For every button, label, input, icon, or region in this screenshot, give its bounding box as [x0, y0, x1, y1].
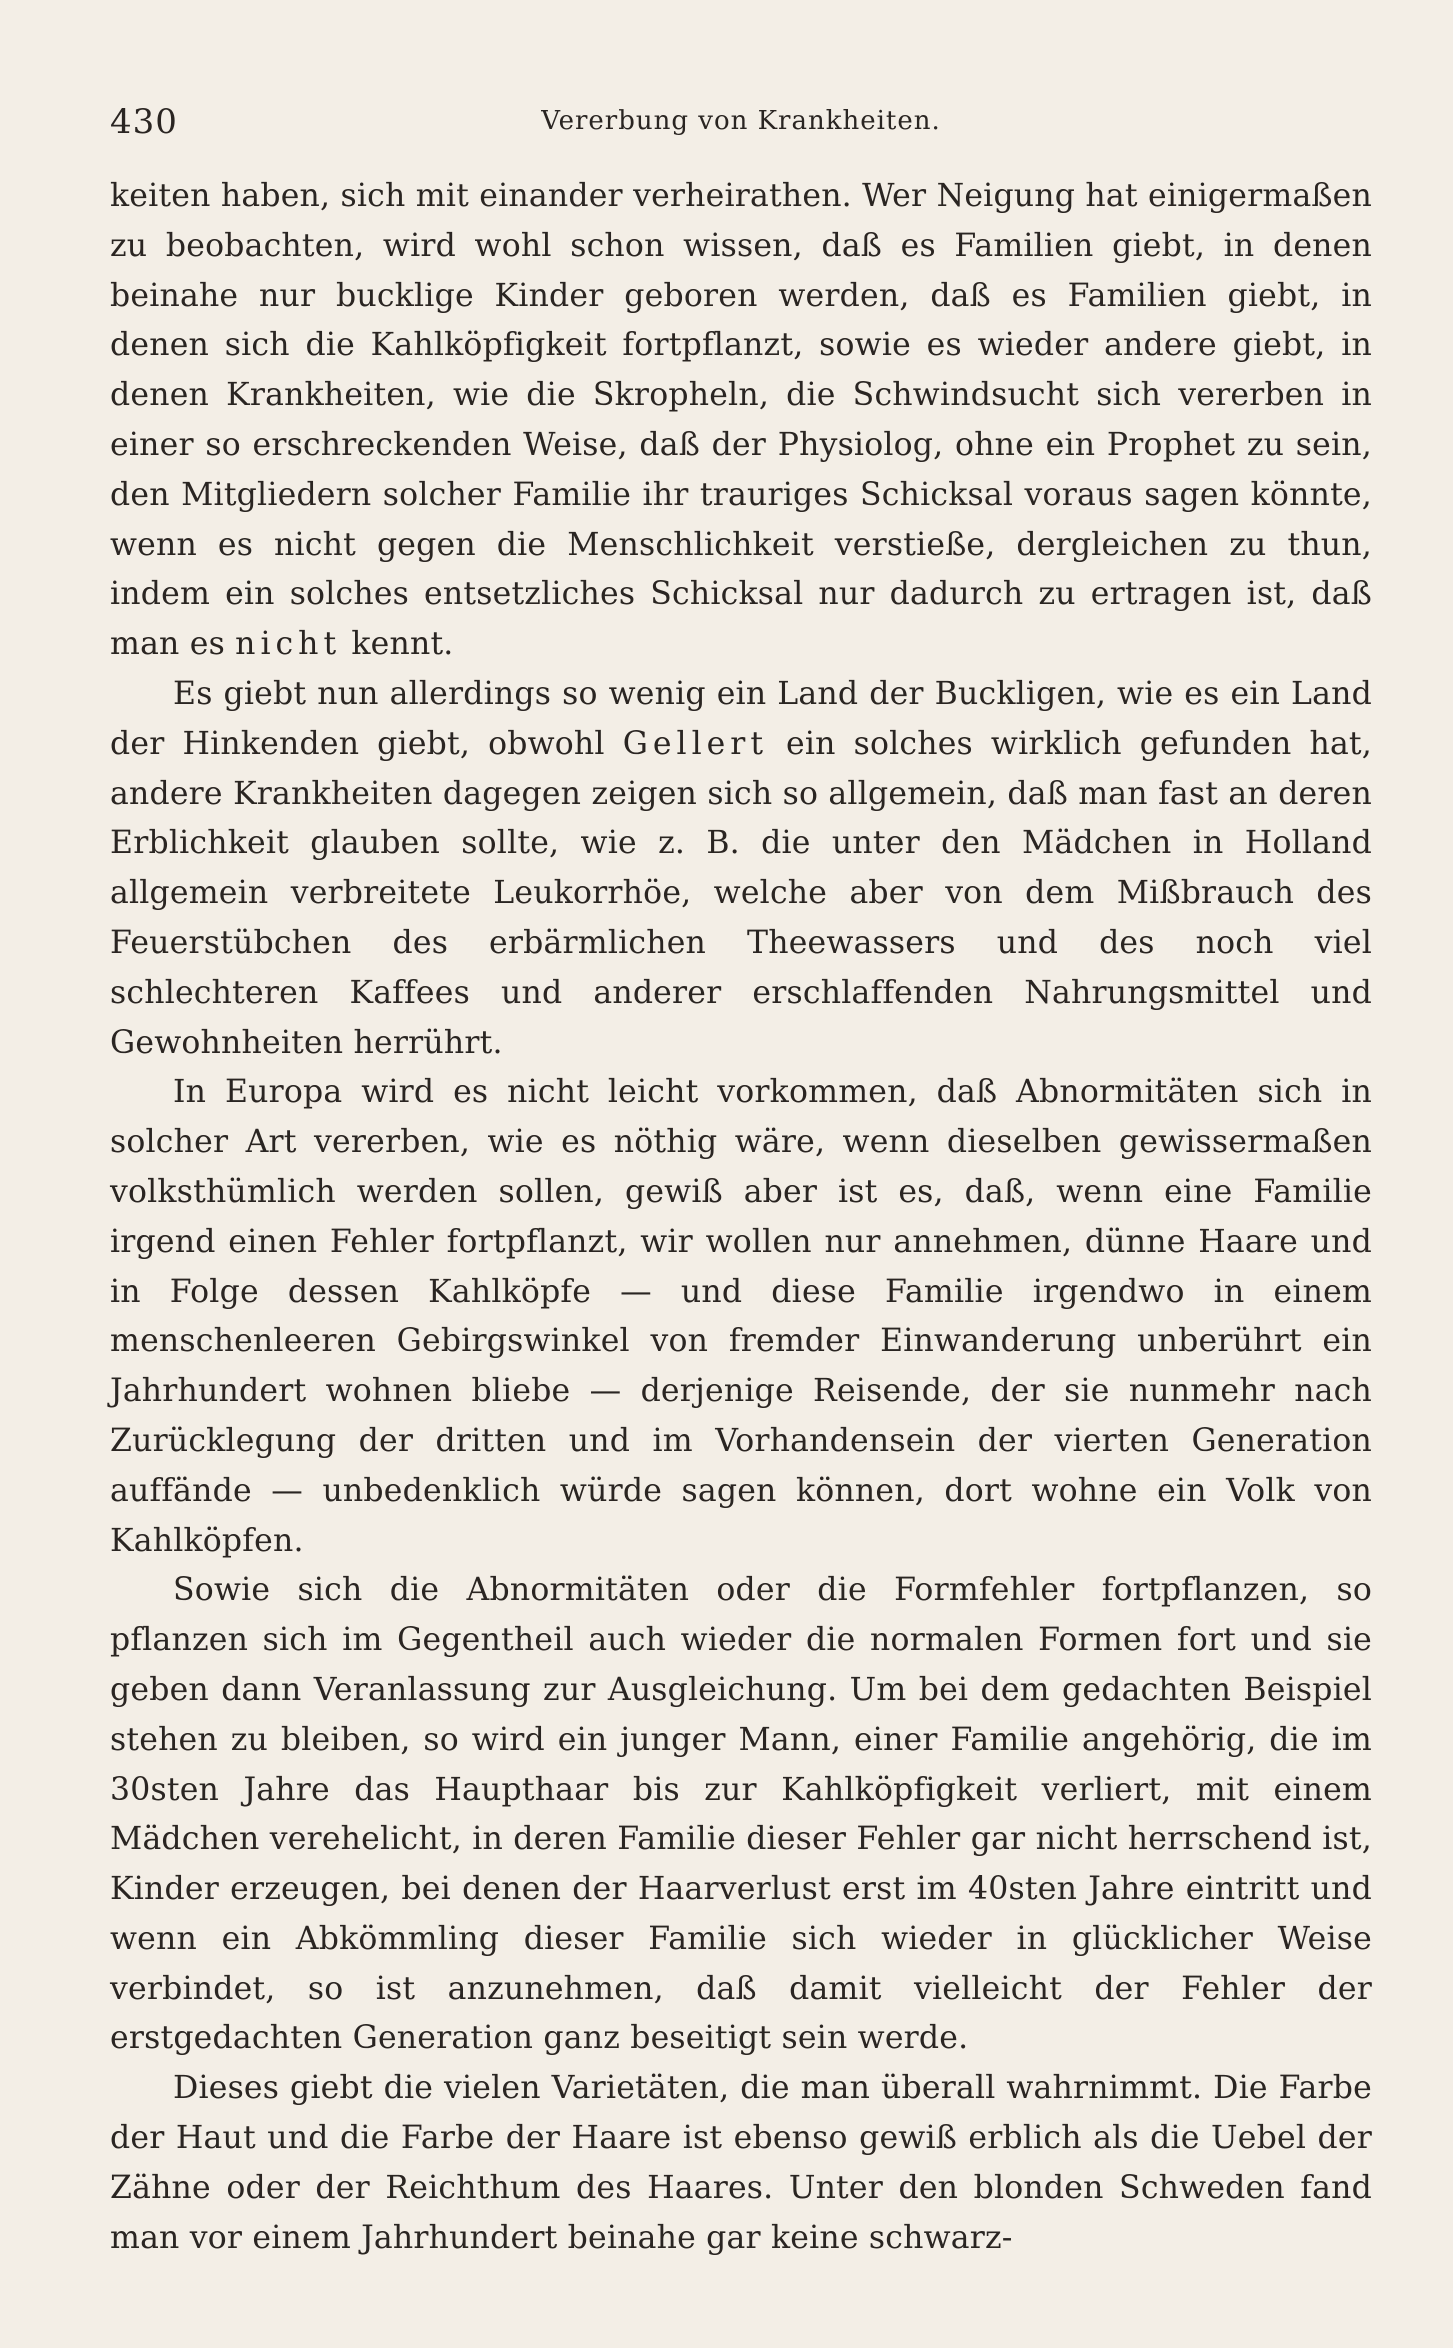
emphasis-spaced-name: Gellert	[622, 725, 768, 762]
text-run: Es giebt nun allerdings so wenig ein Land der Buckligen, wie es ein Land der Hinkenden giebt, obwohl	[110, 675, 1372, 762]
text-run: kennt.	[341, 626, 454, 663]
body-text	[110, 172, 1372, 2263]
paragraph-3	[110, 1068, 1372, 1566]
running-head	[110, 92, 1372, 152]
book-page	[110, 92, 1372, 2263]
text-run: Sowie sich die Abnormitäten oder die Formfehler fortpflanzen, so pflanzen sich im Gegentheil auch wieder die normalen Formen fort und sie geben dann Veranlassung zur Ausgleichung. Um bei dem gedachten Beispiel stehen zu bleiben, so wird ein junger Mann, einer Familie angehörig, die im 30sten Jahre das Haupthaar bis zur Kahlköpfigkeit verliert, mit einem Mädchen verehelicht, in deren Familie dieser Fehler gar nicht herrschend ist, Kinder erzeugen, bei denen der Haarverlust erst im 40sten Jahre eintritt und wenn ein Abkömmling dieser Familie sich wieder in glücklicher Weise verbindet, so ist anzunehmen, daß damit vielleicht der Fehler der erstgedachten Generation ganz beseitigt sein werde.	[110, 1572, 1372, 2057]
text-run: keiten haben, sich mit einander verheirathen. Wer Neigung hat einigermaßen zu beobachten, wird wohl schon wissen, daß es Familien giebt, in denen beinahe nur bucklige Kinder geboren werden, daß es Familien giebt, in denen sich die Kahlköpfigkeit fortpflanzt, sowie es wieder andere giebt, in denen Krankheiten, wie die Skropheln, die Schwindsucht sich vererben in einer so erschreckenden Weise, daß der Physiolog, ohne ein Prophet zu sein, den Mitgliedern solcher Familie ihr trauriges Schicksal voraus sagen könnte, wenn es nicht gegen die Menschlichkeit verstieße, dergleichen zu thun, indem ein solches entsetzliches Schicksal nur dadurch zu ertragen ist, daß man es	[110, 178, 1372, 663]
paragraph-1	[110, 172, 1372, 670]
page-number: 430	[110, 102, 178, 142]
paragraph-5	[110, 2064, 1372, 2263]
running-title: Vererbung von Krankheiten.	[541, 106, 941, 136]
text-run: ein solches wirklich gefunden hat, andere Krankheiten dagegen zeigen sich so allgemein, daß man fast an deren Erblichkeit glauben sollte, wie z. B. die unter den Mädchen in Holland allgemein verbreitete Leukorrhöe, welche aber von dem Mißbrauch des Feuerstübchen des erbärmlichen Theewassers und des noch viel schlechteren Kaffees und anderer erschlaffenden Nahrungsmittel und Gewohnheiten herrührt.	[110, 725, 1373, 1061]
paragraph-4	[110, 1566, 1372, 2064]
text-run: Dieses giebt die vielen Varietäten, die man überall wahrnimmt. Die Farbe der Haut und die Farbe der Haare ist ebenso gewiß erblich als die Uebel der Zähne oder der Reichthum des Haares. Unter den blonden Schweden fand man vor einem Jahrhundert beinahe gar keine schwarz-	[110, 2070, 1372, 2256]
paragraph-2	[110, 670, 1372, 1068]
text-run: In Europa wird es nicht leicht vorkommen, daß Abnormitäten sich in solcher Art vererben, wie es nöthig wäre, wenn dieselben gewissermaßen volksthümlich werden sollen, gewiß aber ist es, daß, wenn eine Familie irgend einen Fehler fortpflanzt, wir wollen nur annehmen, dünne Haare und in Folge dessen Kahlköpfe — und diese Familie irgendwo in einem menschenleeren Gebirgswinkel von fremder Einwanderung unberührt ein Jahrhundert wohnen bliebe — derjenige Reisende, der sie nunmehr nach Zurücklegung der dritten und im Vorhandensein der vierten Generation auffände — unbedenklich würde sagen können, dort wohne ein Volk von Kahlköpfen.	[110, 1074, 1372, 1559]
emphasis-spaced: nicht	[235, 626, 342, 663]
